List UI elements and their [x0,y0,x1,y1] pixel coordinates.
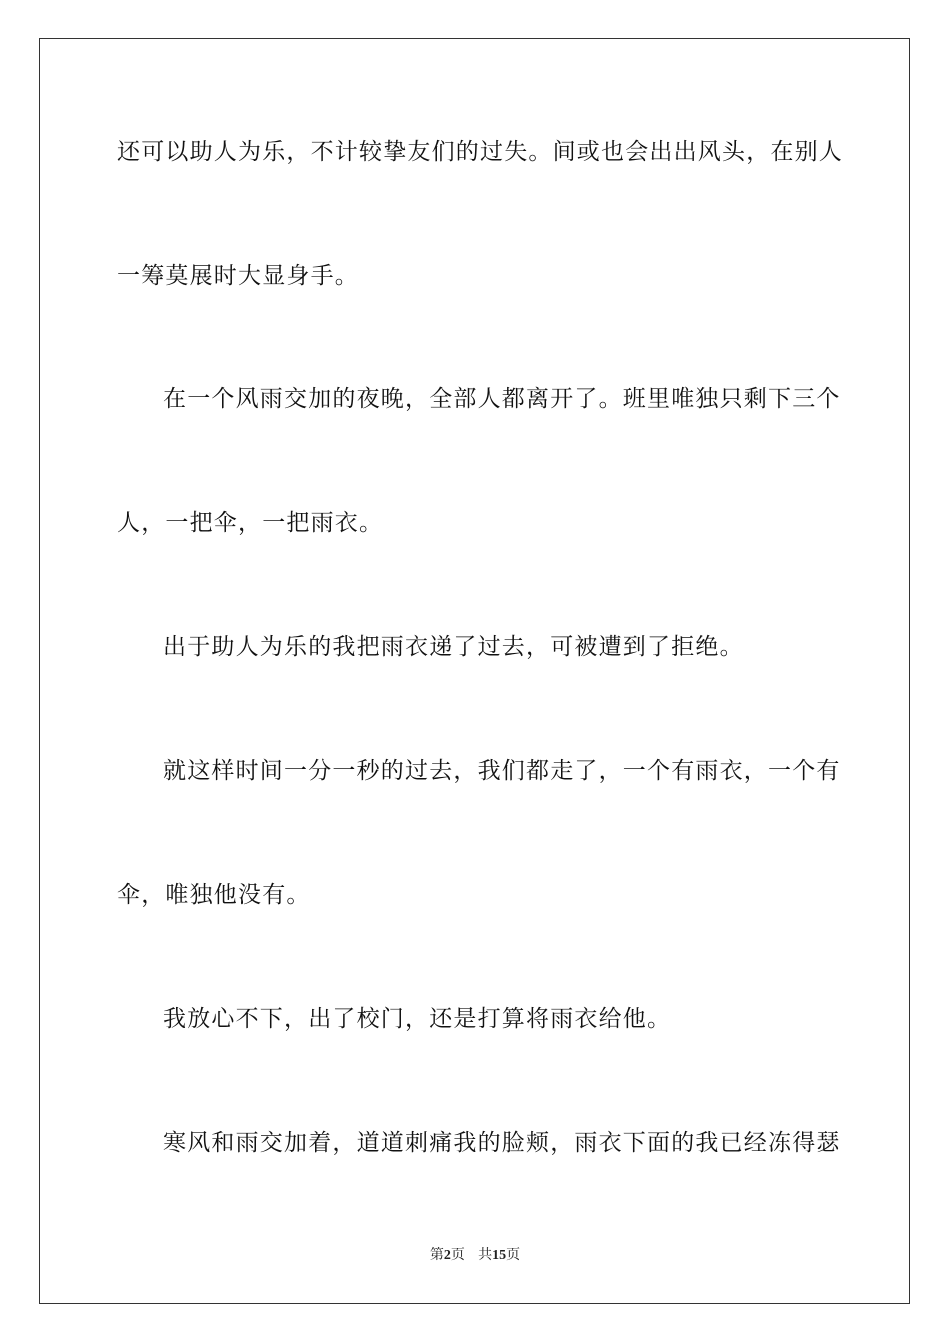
page-suffix: 页 [450,1247,465,1263]
text-line: 一筹莫展时大显身手。 [117,263,359,289]
total-suffix: 页 [506,1247,521,1263]
page-footer [0,1246,950,1265]
text-line: 我放心不下，出了校门，还是打算将雨衣给他。 [163,1006,672,1032]
page-number: 2 [443,1248,451,1263]
text-line: 寒风和雨交加着，道道刺痛我的脸颊，雨衣下面的我已经冻得瑟 [163,1130,841,1156]
text-line: 人，一把伞，一把雨衣。 [117,510,384,536]
text-line: 伞，唯独他没有。 [117,882,311,908]
text-line: 出于助人为乐的我把雨衣递了过去，可被遭到了拒绝。 [163,634,744,660]
text-line: 就这样时间一分一秒的过去，我们都走了，一个有雨衣，一个有 [163,758,841,784]
total-pages: 15 [492,1248,507,1263]
total-prefix: 共 [478,1247,493,1263]
page-border [39,38,910,1304]
text-line: 在一个风雨交加的夜晚，全部人都离开了。班里唯独只剩下三个 [163,386,841,412]
text-line: 还可以助人为乐，不计较挚友们的过失。间或也会出出风头，在别人 [117,139,843,165]
page-prefix: 第 [429,1247,444,1263]
